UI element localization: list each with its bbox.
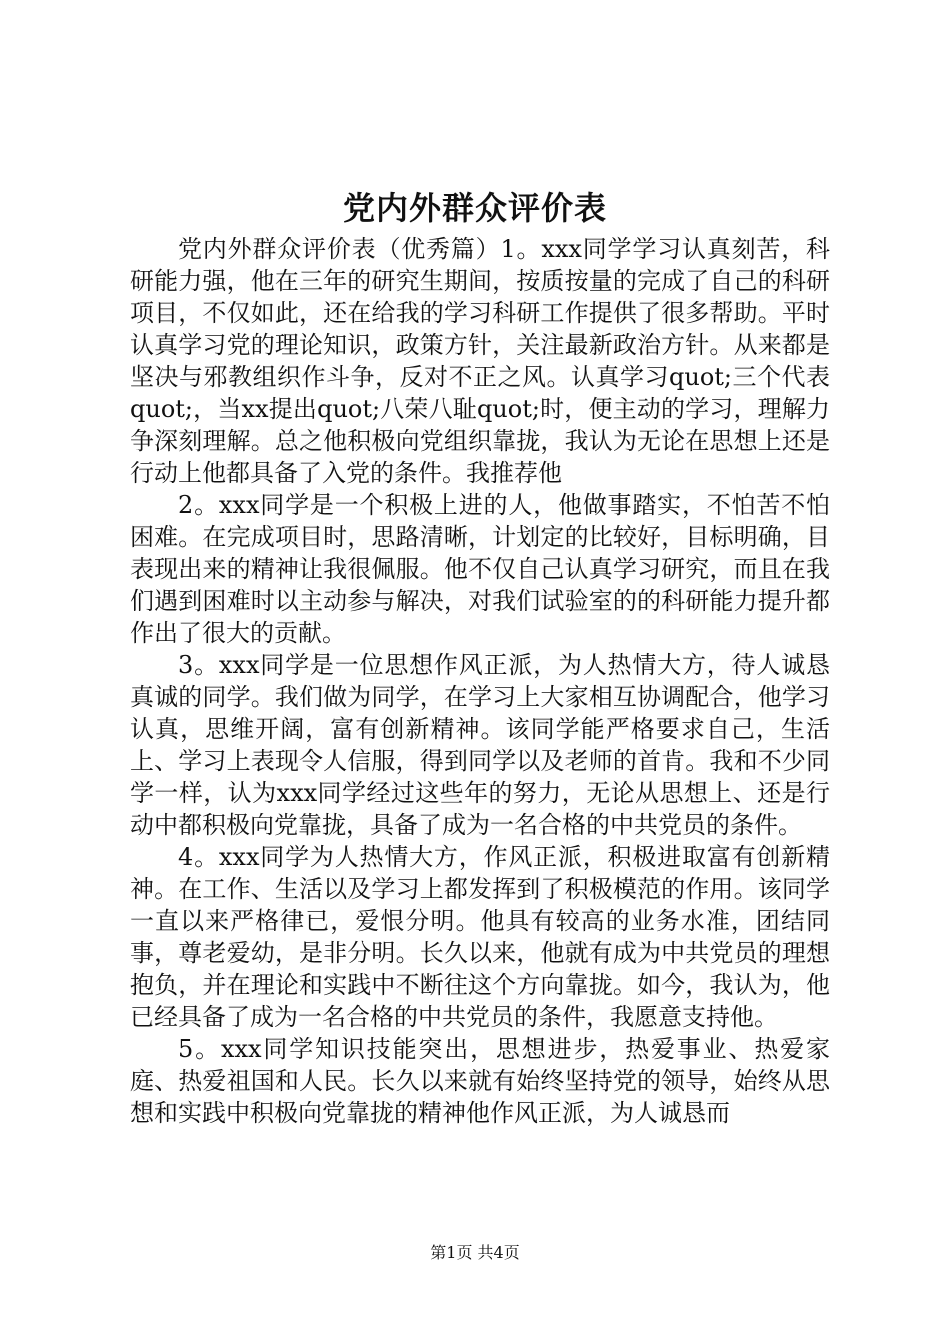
paragraph-4: 4。xxx同学为人热情大方，作风正派，积极进取富有创新精神。在工作、生活以及学习上都发挥到了积极模范的作用。该同学一直以来严格律已，爱恨分明。他具有较高的业务水准，团结同事，尊老爱幼，是非分明。长久以来，他就有成为中共党员的理想抱负，并在理论和实践中不断往这个方向靠拢。如今，我认为，他已经具备了成为一名合格的中共党员的条件，我愿意支持他。 — [130, 843, 830, 1031]
paragraph-1: 党内外群众评价表（优秀篇）1。xxx同学学习认真刻苦，科研能力强，他在三年的研究生期间，按质按量的完成了自己的科研项目，不仅如此，还在给我的学习科研工作提供了很多帮助。平时认真学习党的理论知识，政策方针，关注最新政治方针。从来都是坚决与邪教组织作斗争，反对不正之风。认真学习quot;三个代表quot;，当xx提出quot;八荣八耻quot;时，便主动的学习，理解力争深刻理解。总之他积极向党组织靠拢，我认为无论在思想上还是行动上他都具备了入党的条件。我推荐他 — [130, 235, 830, 487]
document-body — [130, 233, 830, 1129]
document-title: 党内外群众评价表 — [342, 189, 607, 227]
paragraph-5: 5。xxx同学知识技能突出，思想进步，热爱事业、热爱家庭、热爱祖国和人民。长久以来就有始终坚持党的领导，始终从思想和实践中积极向党靠拢的精神他作风正派，为人诚恳而 — [130, 1035, 830, 1127]
page-footer: 第1页 共4页 — [430, 1243, 520, 1262]
paragraph-3: 3。xxx同学是一位思想作风正派，为人热情大方，待人诚恳真诚的同学。我们做为同学，在学习上大家相互协调配合，他学习认真，思维开阔，富有创新精神。该同学能严格要求自己，生活上、学习上表现令人信服，得到同学以及老师的首肯。我和不少同学一样，认为xxx同学经过这些年的努力，无论从思想上、还是行动中都积极向党靠拢，具备了成为一名合格的中共党员的条件。 — [130, 651, 830, 839]
paragraph-2: 2。xxx同学是一个积极上进的人，他做事踏实，不怕苦不怕困难。在完成项目时，思路清晰，计划定的比较好，目标明确，目表现出来的精神让我很佩服。他不仅自己认真学习研究，而且在我们遇到困难时以主动参与解决，对我们试验室的的科研能力提升都作出了很大的贡献。 — [130, 491, 830, 647]
